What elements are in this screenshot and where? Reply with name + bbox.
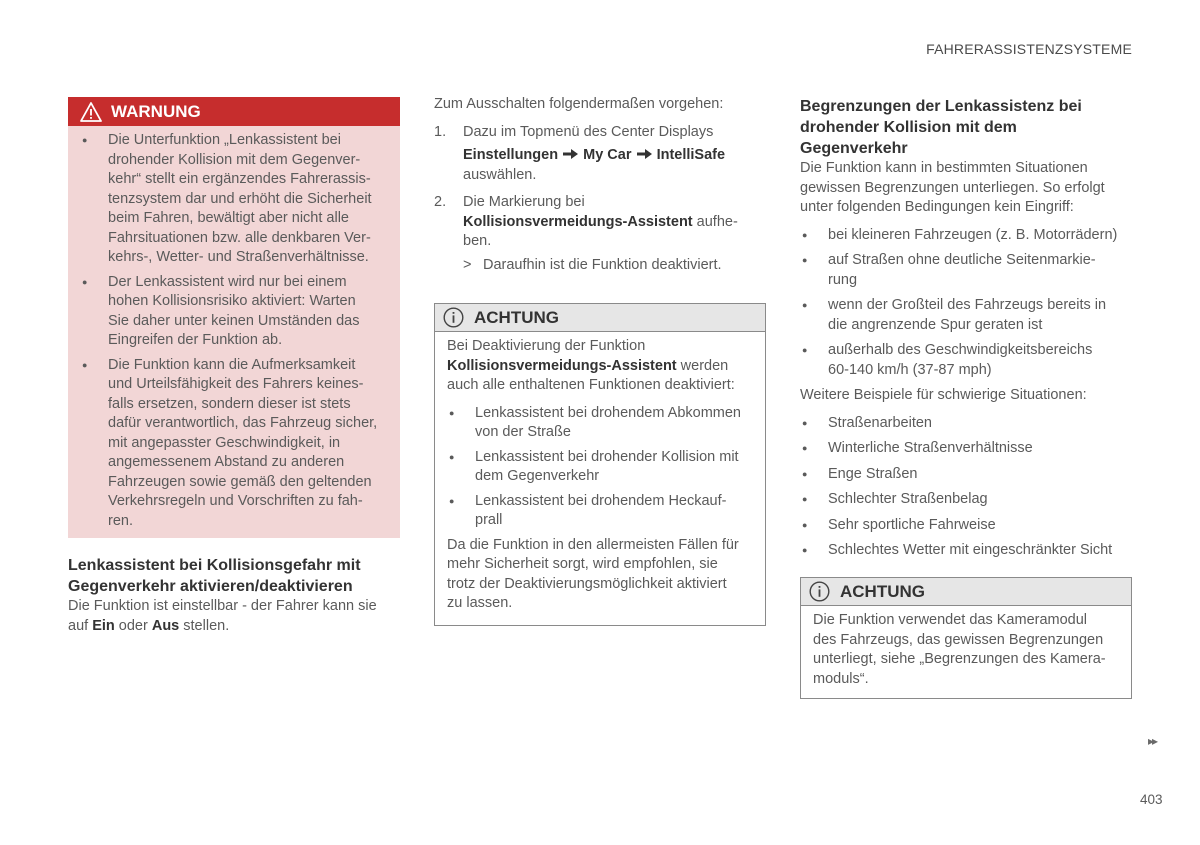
achtung-outro [447, 536, 753, 614]
text-line: zu lassen. [447, 595, 513, 611]
text-line: Sie daher unter keinen Umständen das [108, 312, 360, 329]
more-examples-text: Weitere Beispiele für schwierige Situationen: [800, 387, 1087, 403]
text-line: Die Funktion verwendet das Kameramodul [813, 612, 1088, 628]
text-line: die angrenzende Spur geraten ist [828, 316, 1043, 333]
intro-text: Zum Ausschalten folgendermaßen vorgehen: [434, 96, 724, 112]
text-line: Die Markierung bei [463, 194, 585, 210]
function-name: Kollisionsvermeidungs-Assistent [463, 213, 693, 230]
text-line: ● auf Straßen ohne deutliche Seitenmarkie- [828, 252, 1096, 268]
text-line: mehr Sicherheit sorgt, wird empfohlen, sie [447, 556, 718, 572]
warning-title: WARNUNG [111, 101, 201, 121]
list-item: ● Enge Straßen [800, 465, 1132, 485]
text-line: von der Straße [475, 424, 571, 440]
text-line [447, 357, 753, 377]
text-line: Da die Funktion in den allermeisten Fällen für [447, 536, 739, 553]
step-1 [434, 123, 766, 186]
option-ein: Ein [92, 617, 115, 634]
result-marker: > [463, 256, 472, 273]
text-line: kehr“ stellt ein ergänzendes Fahrerassis- [108, 171, 371, 187]
limitations-intro [800, 159, 1132, 218]
text-fragment: werden [676, 357, 729, 374]
list-item: ● Schlechtes Wetter mit eingeschränkter Sicht [800, 541, 1132, 561]
text-line: beim Fahren, bewältigt aber nicht alle [108, 210, 349, 226]
function-name: Kollisionsvermeidungs-Assistent [447, 357, 677, 374]
text-line: auch alle enthaltenen Funktionen deaktiviert: [447, 377, 735, 393]
step-2 [434, 193, 766, 252]
list-item [800, 226, 1132, 246]
achtung-title: ACHTUNG [474, 307, 559, 327]
list-item: ● Sehr sportliche Fahrweise [800, 516, 1132, 536]
text-line: drohender Kollision mit dem Gegenver- [108, 151, 361, 168]
text-fragment: oder [114, 617, 152, 634]
text-line: Eingreifen der Funktion ab. [108, 332, 283, 348]
menu-intellisafe: IntelliSafe [656, 147, 726, 163]
step-number: 2. [434, 194, 447, 210]
text-line: gewissen Begrenzungen unterliegen. So erfolgt [800, 179, 1105, 196]
examples-list [800, 414, 1132, 561]
list-item [447, 492, 753, 531]
heading-line: drohender Kollision mit dem [800, 119, 1017, 136]
deactivation-instructions [434, 95, 766, 275]
text-line: moduls“. [813, 670, 869, 687]
text-line: auswählen. [463, 166, 537, 183]
text-line: ● Die Unterfunktion „Lenkassistent bei [108, 132, 341, 148]
achtung-body [801, 606, 1131, 699]
text-line: hohen Kollisionsrisiko aktiviert: Warten [108, 293, 356, 309]
achtung-title: ACHTUNG [840, 581, 925, 601]
limitations-heading [800, 96, 1132, 159]
limitations-section [800, 96, 1132, 561]
next-page-marker: ▸▸ [1148, 734, 1157, 748]
text-line: Bei Deaktivierung der Funktion [447, 338, 646, 354]
text-line: tenzsystem dar und erhöht die Sicherheit [108, 190, 372, 207]
text-line [463, 213, 766, 233]
heading-line: Gegenverkehr aktivieren/deaktivieren [68, 578, 353, 595]
achtung-box-deactivation [434, 303, 766, 626]
text-line: Die Funktion ist einstellbar - der Fahrer kann sie [68, 598, 377, 614]
arrow-right-icon [636, 148, 653, 160]
list-item: ● Schlechter Straßenbelag [800, 490, 1132, 510]
warning-triangle-icon [80, 102, 102, 122]
info-circle-icon [443, 307, 464, 328]
heading-line: Lenkassistent bei Kollisionsgefahr mit [68, 557, 361, 574]
heading-line: Gegenverkehr [800, 140, 908, 157]
text-line: Verkehrsregeln und Vorschriften zu fah- [108, 493, 363, 509]
info-circle-icon [809, 581, 830, 602]
warning-box [68, 97, 400, 538]
text-line: Die Funktion kann in bestimmten Situationen [800, 160, 1088, 176]
list-item: ● Winterliche Straßenverhältnisse [800, 439, 1132, 459]
list-item [447, 404, 753, 443]
activation-heading [68, 555, 408, 597]
warning-header [68, 97, 400, 126]
text-line: ren. [108, 512, 133, 529]
activation-text [68, 597, 408, 636]
achtung-header [801, 578, 1131, 606]
text-line: ● Lenkassistent bei drohendem Abkommen [475, 404, 741, 421]
warning-item [68, 356, 386, 532]
heading-line: Begrenzungen der Lenkassistenz bei [800, 98, 1082, 115]
text-fragment: aufhe- [692, 213, 738, 230]
list-item [800, 251, 1132, 290]
menu-path [463, 146, 766, 166]
text-line: rung [828, 271, 858, 288]
deactivated-functions-list [447, 404, 753, 531]
step-number: 1. [434, 123, 447, 140]
text-line: Fahrzeugen sowie gemäß den geltenden [108, 473, 372, 490]
list-item [800, 296, 1132, 335]
achtung-header [435, 304, 765, 332]
text-line: ● Lenkassistent bei drohender Kollision mit [475, 448, 739, 465]
text-line: ben. [463, 233, 492, 249]
text-fragment: auf [68, 617, 93, 634]
warning-list [68, 126, 400, 531]
text-line: angemessenem Abstand zu anderen [108, 454, 345, 470]
achtung-body [435, 332, 765, 624]
text-line: Dazu im Topmenü des Center Displays [463, 123, 714, 140]
list-item [447, 448, 753, 487]
menu-einstellungen: Einstellungen [463, 147, 559, 163]
text-line: falls ersetzen, sondern dieser ist stets [108, 395, 351, 412]
text-line: trotz der Deaktivierungsmöglichkeit aktiviert [447, 575, 727, 592]
option-aus: Aus [151, 617, 180, 634]
page-number: 403 [1140, 792, 1163, 807]
text-line: unter folgenden Bedingungen kein Eingriff: [800, 199, 1074, 215]
text-line: des Fahrzeugs, das gewissen Begrenzungen [813, 631, 1104, 648]
text-line: ● Lenkassistent bei drohendem Heckauf- [475, 492, 727, 509]
text-line: 60-140 km/h (37-87 mph) [828, 361, 992, 378]
step-result [434, 256, 766, 276]
list-item: ● Straßenarbeiten [800, 414, 1132, 434]
text-line: unterliegt, siehe „Begrenzungen des Kamera- [813, 651, 1106, 667]
warning-item [68, 131, 386, 268]
text-line: mit angepasster Geschwindigkeit, in [108, 434, 341, 451]
text-line: ● außerhalb des Geschwindigkeitsbereichs [828, 342, 1093, 358]
menu-my-car: My Car [583, 147, 632, 163]
warning-item [68, 273, 386, 351]
text-line: Fahrsituationen bzw. alle denkbaren Ver- [108, 229, 371, 246]
arrow-right-icon [562, 148, 579, 160]
text-line: kehrs-, Wetter- und Straßenverhältnisse. [108, 249, 369, 265]
text-line [68, 617, 408, 637]
result-text: Daraufhin ist die Funktion deaktiviert. [483, 256, 722, 273]
text-line: ● bei kleineren Fahrzeugen (z. B. Motorrädern) [828, 226, 1118, 243]
text-line: prall [475, 512, 503, 528]
text-line: und Urteilsfähigkeit des Fahrers keines- [108, 376, 364, 392]
achtung-box-camera [800, 577, 1132, 699]
section-title: FAHRERASSISTENZSYSTEME [926, 41, 1132, 57]
activation-section [68, 555, 408, 636]
text-fragment: stellen. [179, 617, 230, 634]
text-line: dem Gegenverkehr [475, 468, 600, 484]
text-line: ● wenn der Großteil des Fahrzeugs bereits in [828, 297, 1107, 313]
text-line: dafür verantwortlich, das Fahrzeug sicher, [108, 415, 378, 431]
text-line: ● Der Lenkassistent wird nur bei einem [108, 273, 347, 290]
text-line: ● Die Funktion kann die Aufmerksamkeit [108, 356, 356, 373]
list-item [800, 341, 1132, 380]
conditions-list [800, 226, 1132, 381]
